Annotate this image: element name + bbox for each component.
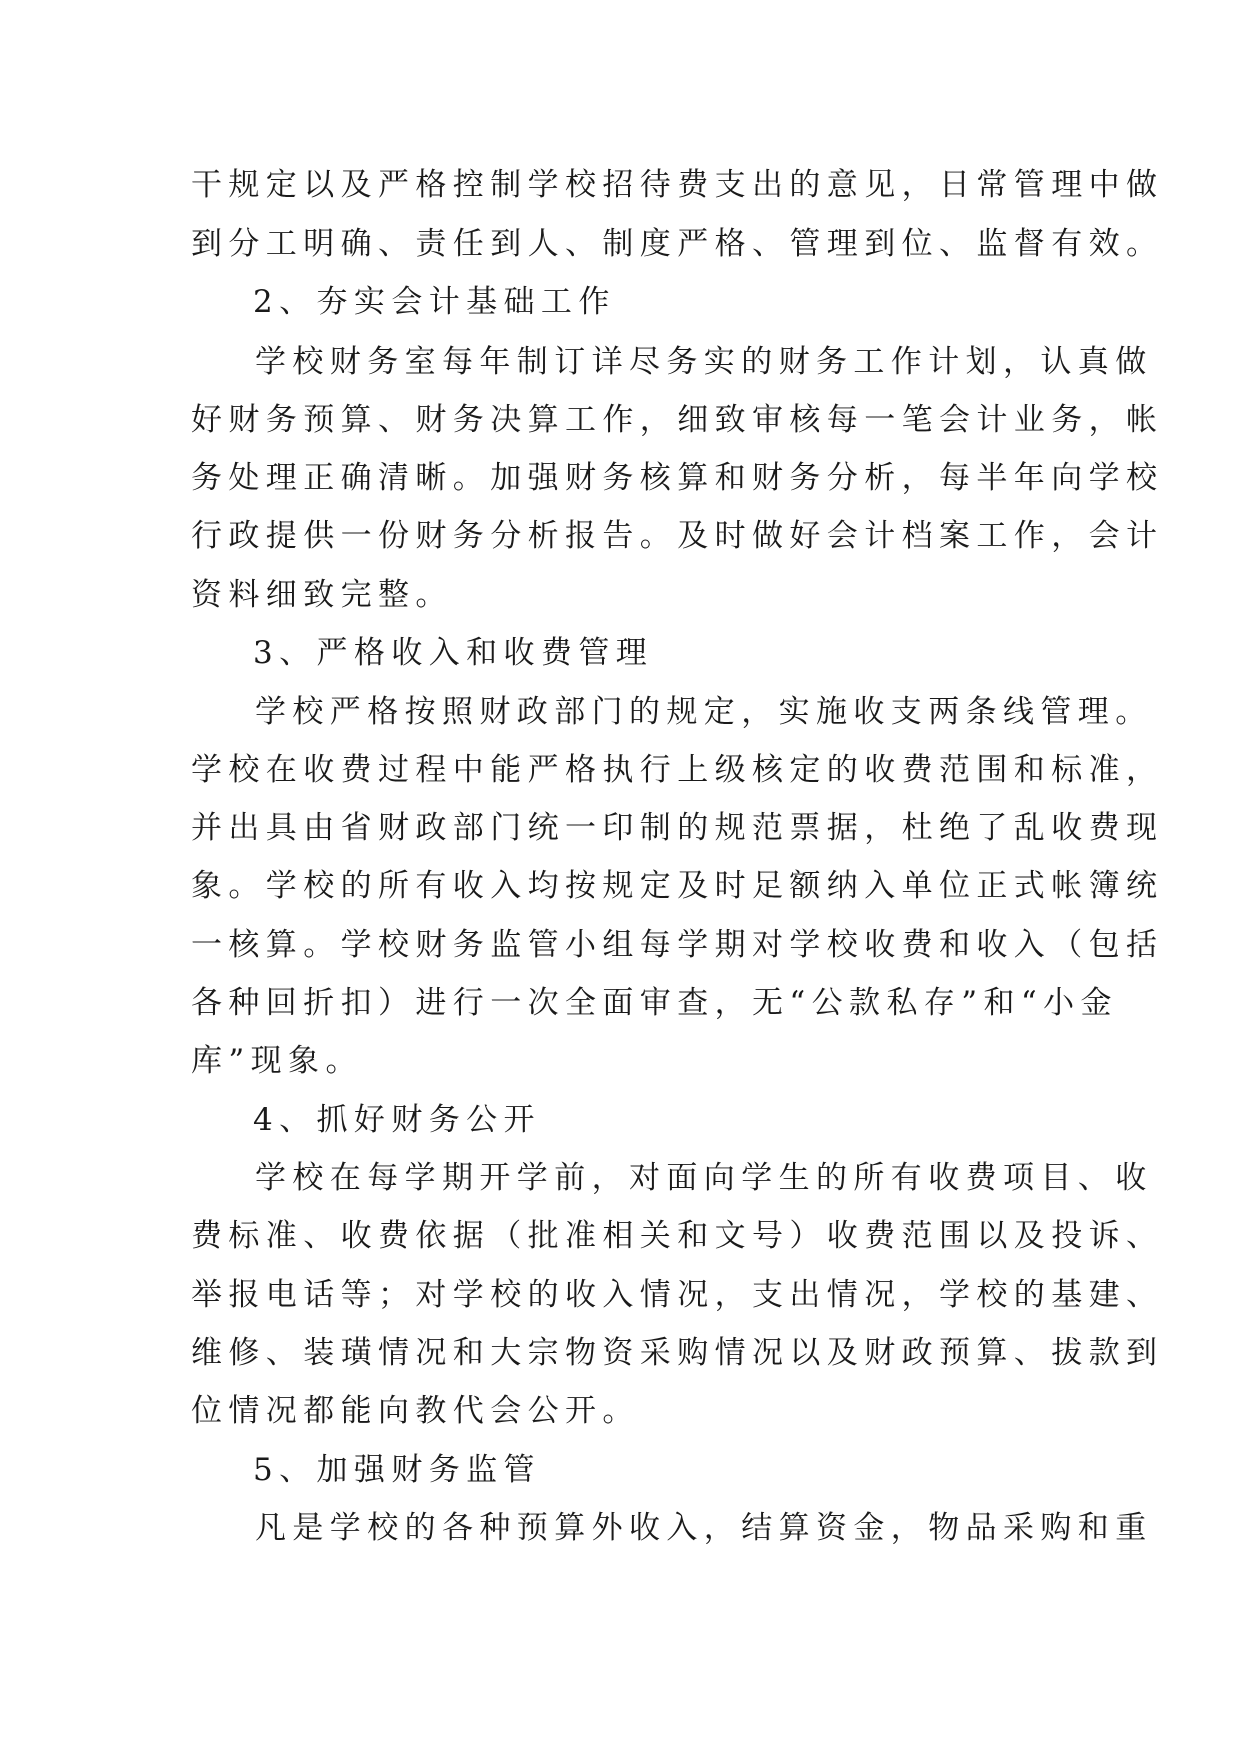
text-line: 学校在每学期开学前，对面向学生的所有收费项目、收: [255, 1160, 1153, 1196]
section-heading-4: 4、抓好财务公开: [253, 1102, 541, 1138]
text-line: 到分工明确、责任到人、制度严格、管理到位、监督有效。: [191, 226, 1164, 262]
text-line: 举报电话等；对学校的收入情况，支出情况，学校的基建、: [191, 1277, 1164, 1313]
text-line: 好财务预算、财务决算工作，细致审核每一笔会计业务，帐: [191, 402, 1164, 438]
text-line: 位情况都能向教代会公开。: [191, 1393, 640, 1429]
section-heading-2: 2、夯实会计基础工作: [253, 284, 616, 320]
text-line: 库”现象。: [191, 1043, 363, 1079]
text-line: 象。学校的所有收入均按规定及时足额纳入单位正式帐簿统: [191, 868, 1164, 904]
text-line: 并出具由省财政部门统一印制的规范票据，杜绝了乱收费现: [191, 810, 1164, 846]
text-line: 务处理正确清晰。加强财务核算和财务分析，每半年向学校: [191, 460, 1164, 496]
text-line: 资料细致完整。: [191, 577, 453, 613]
text-line: 维修、装璜情况和大宗物资采购情况以及财政预算、拔款到: [191, 1335, 1164, 1371]
text-line: 一核算。学校财务监管小组每学期对学校收费和收入（包括: [191, 927, 1164, 963]
text-line: 行政提供一份财务分析报告。及时做好会计档案工作，会计: [191, 518, 1164, 554]
section-heading-3: 3、严格收入和收费管理: [253, 635, 654, 671]
text-line: 各种回折扣）进行一次全面审查，无“公款私存”和“小金: [191, 985, 1118, 1021]
text-line: 学校严格按照财政部门的规定，实施收支两条线管理。: [255, 694, 1153, 730]
text-line: 学校财务室每年制订详尽务实的财务工作计划，认真做: [255, 344, 1153, 380]
section-heading-5: 5、加强财务监管: [253, 1452, 541, 1488]
text-line: 学校在收费过程中能严格执行上级核定的收费范围和标准，: [191, 752, 1164, 788]
text-line: 费标准、收费依据（批准相关和文号）收费范围以及投诉、: [191, 1218, 1164, 1254]
text-line: 干规定以及严格控制学校招待费支出的意见，日常管理中做: [191, 167, 1164, 203]
text-line: 凡是学校的各种预算外收入，结算资金，物品采购和重: [255, 1510, 1153, 1546]
